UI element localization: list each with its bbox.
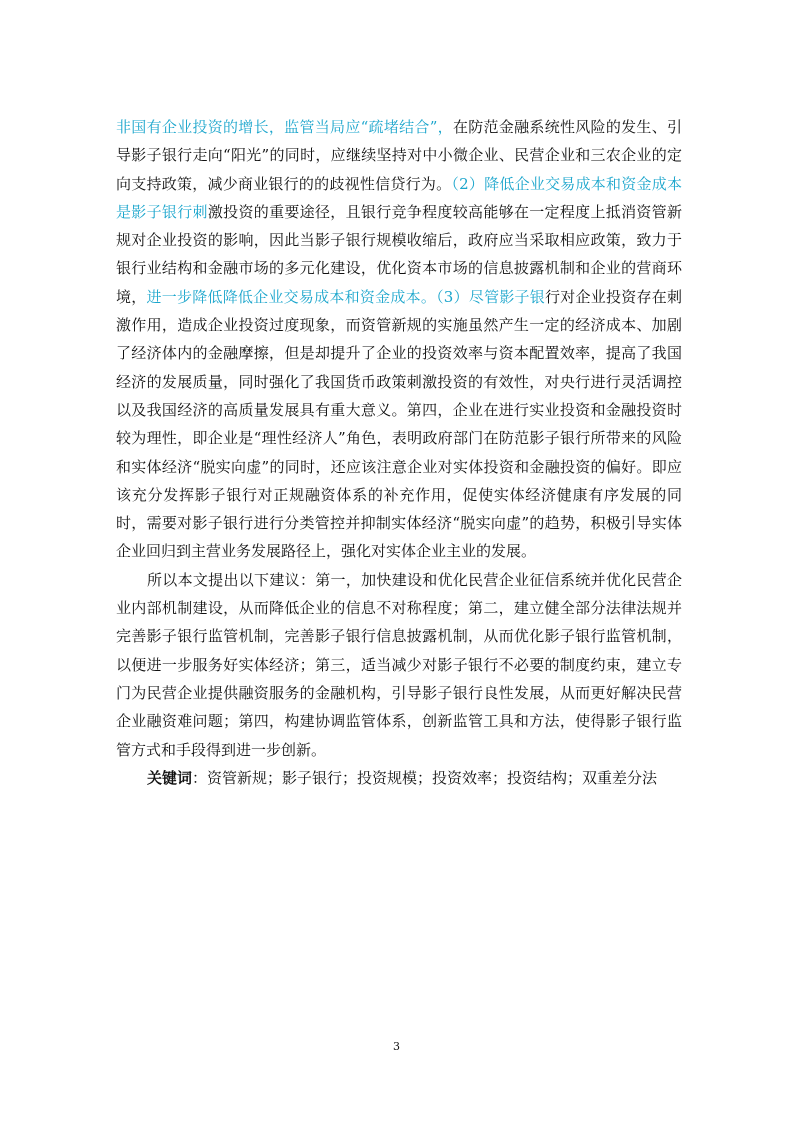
keywords-line [116,764,682,792]
plain-text: 在防范金融系统性风险的发生、引导影子银行走向“阳光”的同时，应继续坚持对中小微企业、民营企业和三农企业的定向支持政策，减少商业银行的的歧视性信贷行为。 [116,118,682,193]
keywords-text: ：资管新规；影子银行；投资规模；投资效率；投资结构；双重差分法 [192,768,658,787]
highlighted-text: （2）降低企业交易成本和资金成本是影子银行刺 [116,174,682,221]
body-text [116,113,682,792]
highlighted-text: 非国有企业投资的增长，监管当局应“疏堵结合”， [116,118,453,136]
highlighted-text: 进一步降低降低企业交易成本和资金成本。（3）尽管影子银 [146,287,546,306]
paragraph-recommendations: 所以本文提出以下建议：第一，加快建设和优化民营企业征信系统并优化民营企业内部机制建设，从而降低企业的信息不对称程度；第二，建立健全部分法律法规并完善影子银行监管机制，完善影子银行信息披露机制，从而优化影子银行监管机制，以便进一步服务好实体经济；第三，适当减少对影子银行不必要的制度约束，建立专门为民营企业提供融资服务的金融机构，引导影子银行良性发展，从而更好解决民营企业融资难问题；第四，构建协调监管体系，创新监管工具和方法，使得影子银行监管方式和手段得到进一步创新。 [116,570,682,759]
keywords-label: 关键词 [147,768,193,787]
plain-text: 行对企业投资存在刺激作用，造成企业投资过度现象，而资管新规的实施虽然产生一定的经济成本、加剧了经济体内的金融摩擦，但是却提升了企业的投资效率与资本配置效率，提高了我国经济的发展质量，同时强化了我国货币政策刺激投资的有效性，对央行进行灵活调控以及我国经济的高质量发展具有重大意义。第四，企业在进行实业投资和金融投资时较为理性，即企业是“理性经济人”角色，表明政府部门在防范影子银行所带来的风险和实体经济“脱实向虚”的同时，还应该注意企业对实体投资和金融投资的偏好。即应该充分发挥影子银行对正规融资体系的补充作用，促使实体经济健康有序发展的同时，需要对影子银行进行分类管控并抑制实体经济“脱实向虚”的趋势，积极引导实体企业回归到主营业务发展路径上，强化对实体企业主业的发展。 [116,287,682,561]
page-number: 3 [393,1040,400,1053]
plain-text: 激投资的重要途径，且银行竞争程度较高能够在一定程度上抵消资管新规对企业投资的影响，因此当影子银行规模收缩后，政府应当采取相应政策，致力于银行业结构和金融市场的多元化建设，优化资本市场的信息披露机制和企业的营商环境， [116,202,682,306]
paragraph-conclusions [116,113,682,566]
